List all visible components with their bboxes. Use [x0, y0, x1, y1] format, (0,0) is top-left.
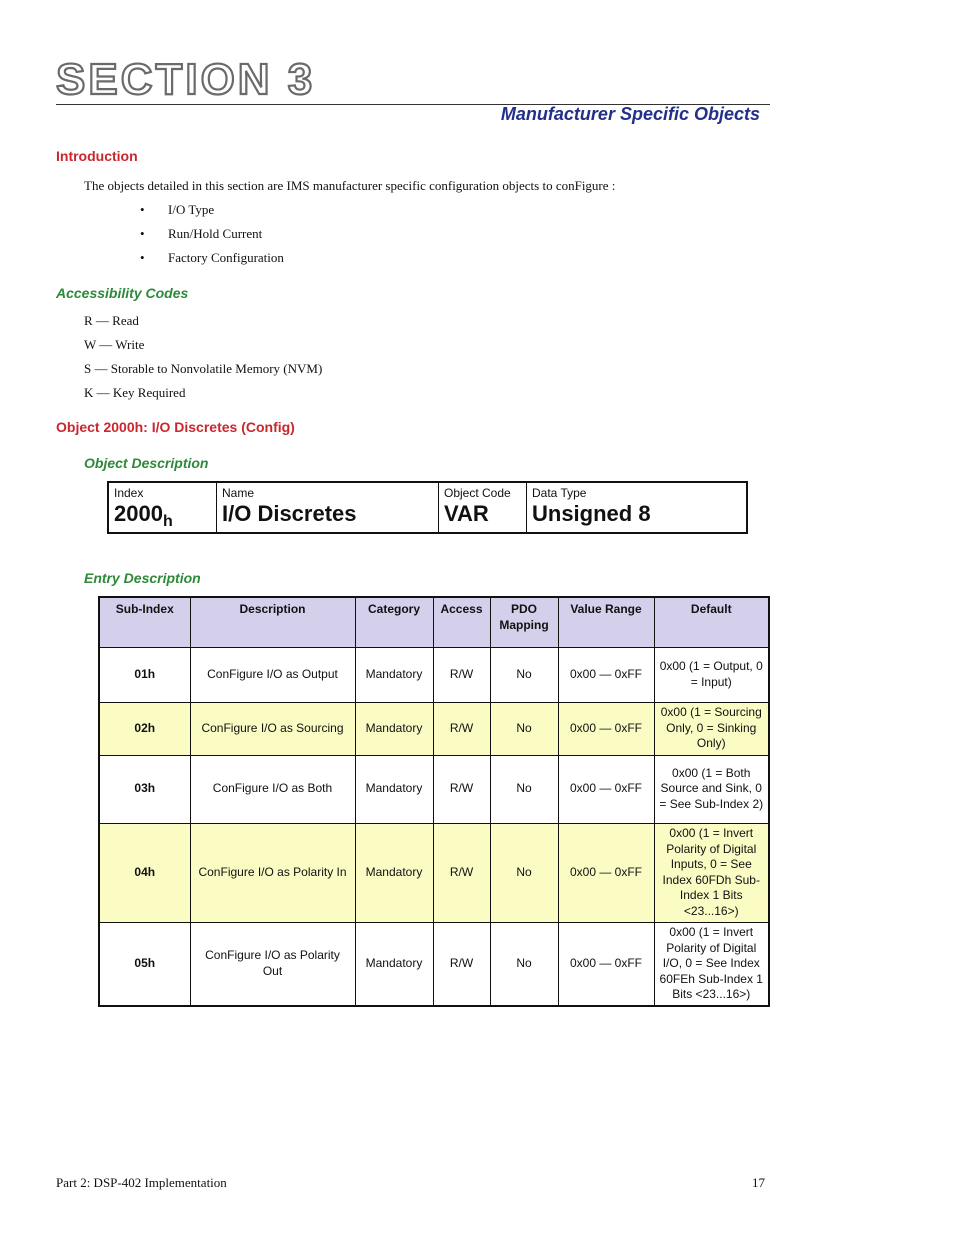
- index-cell: [109, 483, 217, 532]
- table-row: [99, 823, 769, 922]
- object-description-heading: Object Description: [84, 455, 209, 471]
- footer-document-part: Part 2: DSP-402 Implementation: [56, 1175, 227, 1190]
- entry-description-heading: Entry Description: [84, 570, 201, 586]
- column-header: Default: [654, 597, 769, 647]
- section-subtitle: Manufacturer Specific Objects: [500, 104, 760, 124]
- pdo-cell: No: [490, 922, 558, 1006]
- value-range-cell: 0x00 — 0xFF: [558, 647, 654, 702]
- svg-text:SECTION 3: SECTION 3: [56, 56, 316, 98]
- pdo-cell: No: [490, 647, 558, 702]
- column-header: Category: [355, 597, 433, 647]
- index-value: $2000_h$: [114, 501, 173, 530]
- pdo-cell: No: [490, 702, 558, 755]
- sub-index-cell: 04h: [99, 823, 190, 922]
- description-cell: ConFigure I/O as Output: [190, 647, 355, 702]
- index-suffix: h: [162, 513, 173, 530]
- table-row: [99, 647, 769, 702]
- data-type-cell: [527, 483, 746, 532]
- introduction-paragraph: The objects detailed in this section are IMS manufacturer specific configuration objects to conFigure :: [84, 178, 616, 193]
- access-cell: R/W: [433, 823, 490, 922]
- column-header: Value Range: [558, 597, 654, 647]
- index-label: Index: [114, 486, 144, 500]
- name-cell: [217, 483, 439, 532]
- category-cell: Mandatory: [355, 823, 433, 922]
- table-row: [99, 922, 769, 1006]
- table-row: [99, 755, 769, 823]
- list-item: R — Read: [84, 313, 139, 328]
- accessibility-code-list: [84, 313, 322, 409]
- category-cell: Mandatory: [355, 755, 433, 823]
- intro-bullet-list: [140, 202, 284, 274]
- sub-index-cell: 05h: [99, 922, 190, 1006]
- sub-index-cell: 02h: [99, 702, 190, 755]
- list-item: • I/O Type: [140, 202, 284, 226]
- category-cell: Mandatory: [355, 702, 433, 755]
- sub-index-cell: 01h: [99, 647, 190, 702]
- list-item: S — Storable to Nonvolatile Memory (NVM): [84, 361, 323, 376]
- column-header: Access: [433, 597, 490, 647]
- name-label: Name: [222, 486, 255, 500]
- object-code-cell: [439, 483, 527, 532]
- value-range-cell: 0x00 — 0xFF: [558, 702, 654, 755]
- category-cell: Mandatory: [355, 647, 433, 702]
- list-item: • Run/Hold Current: [140, 226, 284, 250]
- section-title: [56, 56, 366, 98]
- pdo-cell: No: [490, 823, 558, 922]
- column-header: Description: [190, 597, 355, 647]
- name-value: I/O Discretes: [222, 501, 357, 526]
- description-cell: ConFigure I/O as Polarity Out: [190, 922, 355, 1006]
- access-cell: R/W: [433, 647, 490, 702]
- object-code-value: VAR: [444, 501, 489, 526]
- value-range-cell: 0x00 — 0xFF: [558, 922, 654, 1006]
- pdo-cell: No: [490, 755, 558, 823]
- column-header: PDO Mapping: [490, 597, 558, 647]
- list-item: K — Key Required: [84, 385, 186, 400]
- table-row: [99, 702, 769, 755]
- default-cell: 0x00 (1 = Output, 0 = Input): [654, 647, 769, 702]
- default-cell: 0x00 (1 = Both Source and Sink, 0 = See Sub-Index 2): [654, 755, 769, 823]
- default-cell: 0x00 (1 = Invert Polarity of Digital I/O, 0 = See Index 60FEh Sub-Index 1 Bits <23...16>): [654, 922, 769, 1006]
- default-cell: 0x00 (1 = Sourcing Only, 0 = Sinking Only): [654, 702, 769, 755]
- accessibility-heading: Accessibility Codes: [56, 285, 189, 301]
- introduction-heading: Introduction: [56, 148, 138, 164]
- data-type-value: Unsigned 8: [532, 501, 651, 526]
- page-number: 17: [752, 1175, 765, 1190]
- category-cell: Mandatory: [355, 922, 433, 1006]
- default-cell: 0x00 (1 = Invert Polarity of Digital Inputs, 0 = See Index 60FDh Sub-Index 1 Bits <23...16>): [654, 823, 769, 922]
- object-heading: Object 2000h: I/O Discretes (Config): [56, 419, 295, 435]
- access-cell: R/W: [433, 702, 490, 755]
- list-item: • Factory Configuration: [140, 250, 284, 274]
- access-cell: R/W: [433, 755, 490, 823]
- description-cell: ConFigure I/O as Sourcing: [190, 702, 355, 755]
- object-description-box: [107, 481, 748, 534]
- list-item: W — Write: [84, 337, 145, 352]
- description-cell: ConFigure I/O as Polarity In: [190, 823, 355, 922]
- entry-description-table: [98, 596, 770, 1007]
- object-code-label: Object Code: [444, 486, 511, 500]
- sub-index-cell: 03h: [99, 755, 190, 823]
- table-header-row: [99, 597, 769, 647]
- access-cell: R/W: [433, 922, 490, 1006]
- value-range-cell: 0x00 — 0xFF: [558, 823, 654, 922]
- description-cell: ConFigure I/O as Both: [190, 755, 355, 823]
- column-header: Sub-Index: [99, 597, 190, 647]
- data-type-label: Data Type: [532, 486, 587, 500]
- value-range-cell: 0x00 — 0xFF: [558, 755, 654, 823]
